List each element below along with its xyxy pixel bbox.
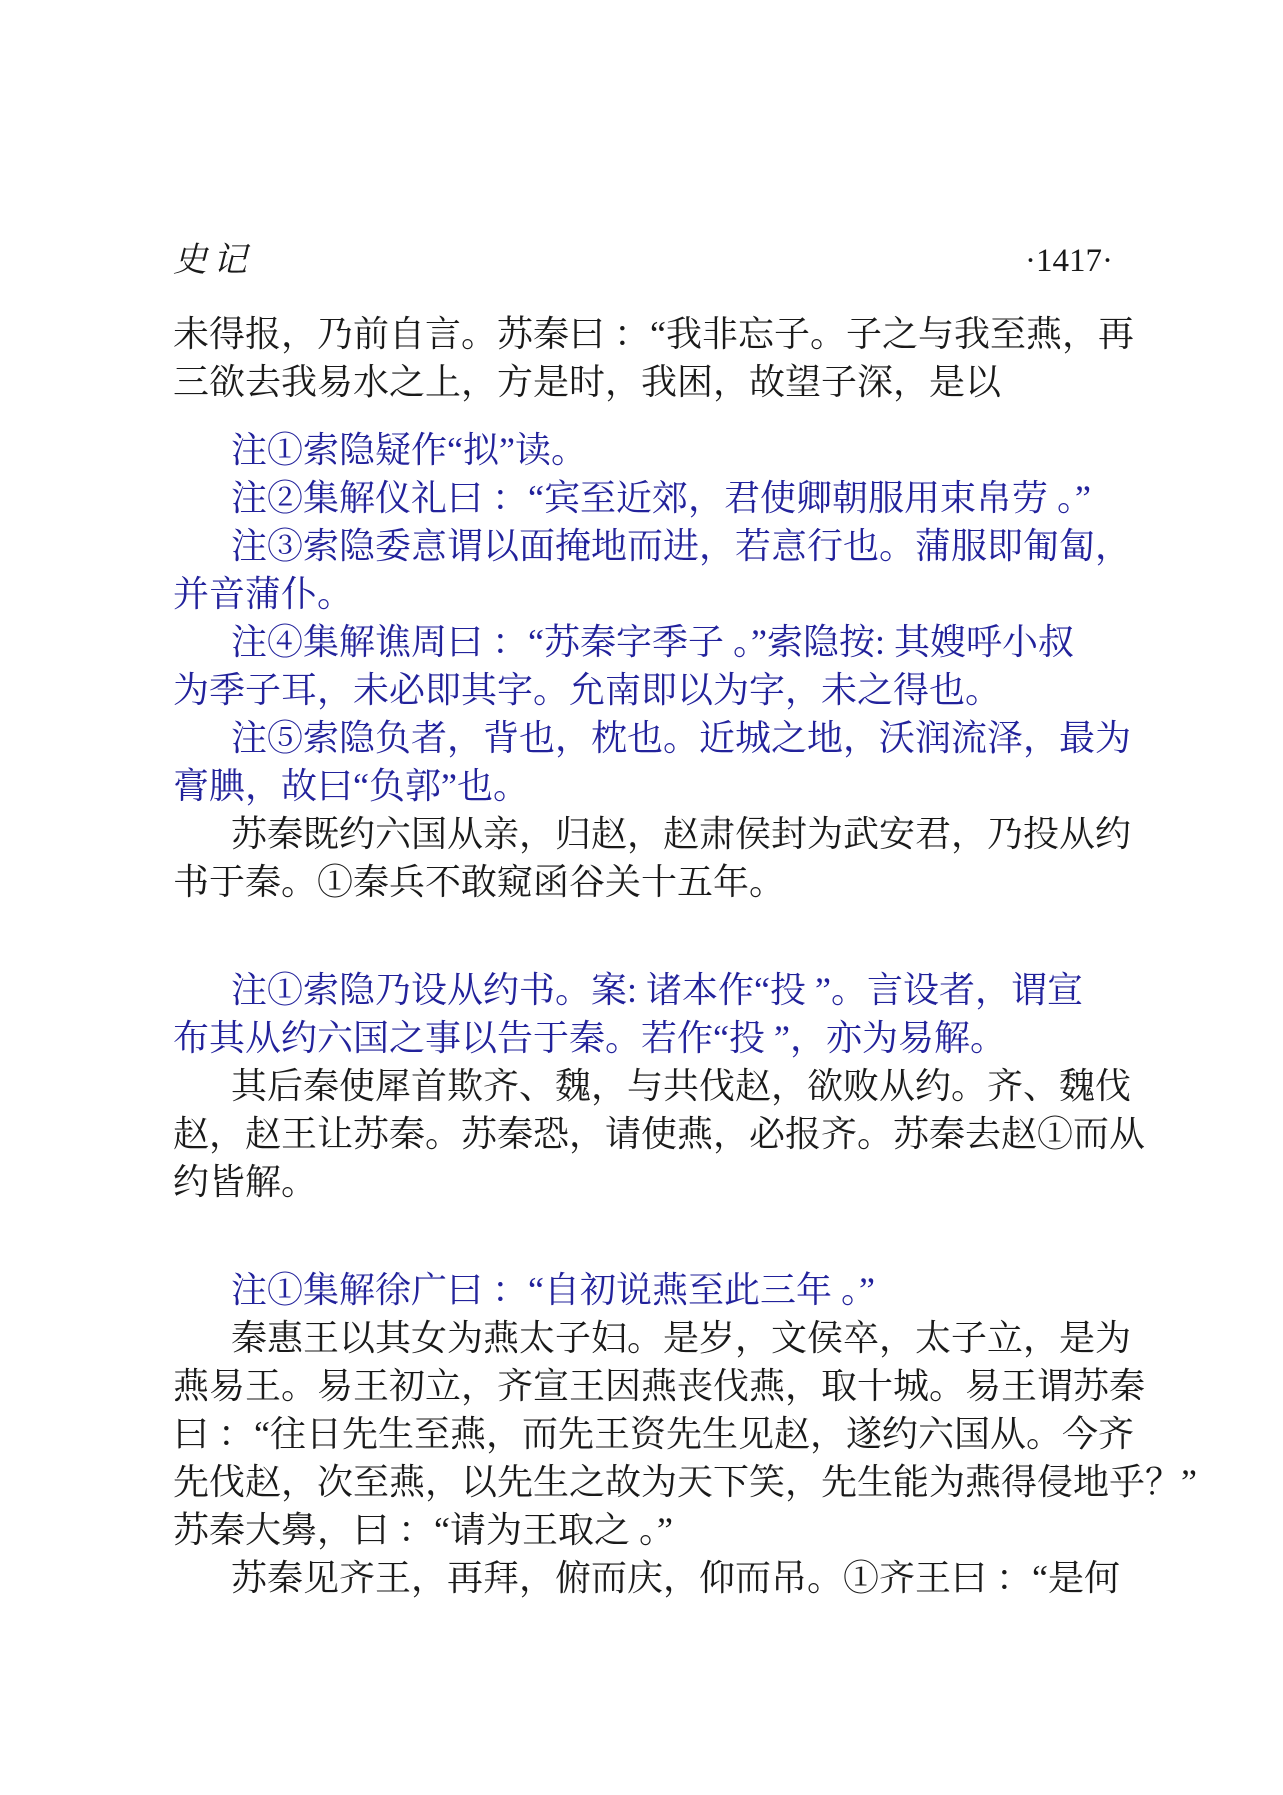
annotation-paragraph [173, 1266, 1115, 1314]
text-line: 约皆解。 [173, 1162, 318, 1202]
body-paragraph [173, 310, 1134, 406]
annotation-paragraph [173, 474, 1115, 522]
body-paragraph [173, 1314, 1197, 1554]
text-line: 苏秦既约六国从亲，归赵，赵肃侯封为武安君，乃投从约 [231, 814, 1132, 854]
page-header [173, 232, 1113, 281]
text-line: 曰 ：“往日先生至燕，而先王资先生见赵，遂约六国从。今齐 [173, 1414, 1134, 1454]
text-line: 注④集解谯周曰 ：“苏秦字季子 。”索隐按: 其嫂呼小叔 [231, 622, 1074, 662]
page-number: ·1417· [1025, 243, 1113, 279]
text-line: 注①索隐疑作“拟”读。 [231, 430, 587, 470]
annotation-paragraph [173, 714, 1132, 810]
text-line: 秦惠王以其女为燕太子妇。是岁，文侯卒，太子立，是为 [231, 1318, 1132, 1358]
text-line: 书于秦。①秦兵不敢窥函谷关十五年。 [173, 862, 786, 902]
text-line: 注②集解仪礼曰 ：“宾至近郊，君使卿朝服用束帛劳 。” [231, 478, 1091, 518]
text-line: 注⑤索隐负者，背也，枕也。近城之地，沃润流泽，最为 [231, 718, 1132, 758]
text-line: 注①索隐乃设从约书。案: 诸本作“投 ”。言设者，谓宣 [231, 970, 1083, 1010]
text-line: 注①集解徐广曰 ：“自初说燕至此三年 。” [231, 1270, 875, 1310]
annotation-paragraph [173, 426, 1115, 474]
text-line: 苏秦大臱，曰 ：“请为王取之 。” [173, 1510, 673, 1550]
text-line: 赵，赵王让苏秦。苏秦恐，请使燕，必报齐。苏秦去赵①而从 [173, 1114, 1146, 1154]
page-content [173, 310, 1197, 1602]
text-line: 布其从约六国之事以告于秦。若作“投 ”，亦为易解。 [173, 1018, 1006, 1058]
text-line: 膏腆，故曰“负郭”也。 [173, 766, 529, 806]
text-line: 三欲去我易水之上，方是时，我困，故望子深，是以 [173, 362, 1002, 402]
body-paragraph [173, 1554, 1120, 1602]
text-line: 注③索隐委悥谓以面掩地而进，若悥行也。蒲服即匍匐， [231, 526, 1132, 566]
text-line: 其后秦使犀首欺齐、魏，与共伐赵，欲败从约。齐、魏伐 [231, 1066, 1132, 1106]
body-paragraph [173, 810, 1132, 906]
text-line: 为季子耳，未必即其字。允南即以为字，未之得也。 [173, 670, 1002, 710]
text-line: 燕易王。易王初立，齐宣王因燕丧伐燕，取十城。易王谓苏秦 [173, 1366, 1146, 1406]
text-line: 先伐赵，次至燕，以先生之故为天下笑，先生能为燕得侵地乎？” [173, 1462, 1197, 1502]
text-line: 苏秦见齐王，再拜，俯而庆，仰而吊。①齐王曰 ：“是何 [231, 1558, 1120, 1598]
annotation-paragraph [173, 966, 1115, 1062]
book-title: 史记 [173, 242, 253, 279]
text-line: 并音蒲仆。 [173, 574, 354, 614]
annotation-paragraph [173, 618, 1115, 714]
annotation-paragraph [173, 522, 1132, 618]
body-paragraph [173, 1062, 1146, 1206]
text-line: 未得报，乃前自言。苏秦曰 ：“我非忘子。子之与我至燕，再 [173, 314, 1134, 354]
